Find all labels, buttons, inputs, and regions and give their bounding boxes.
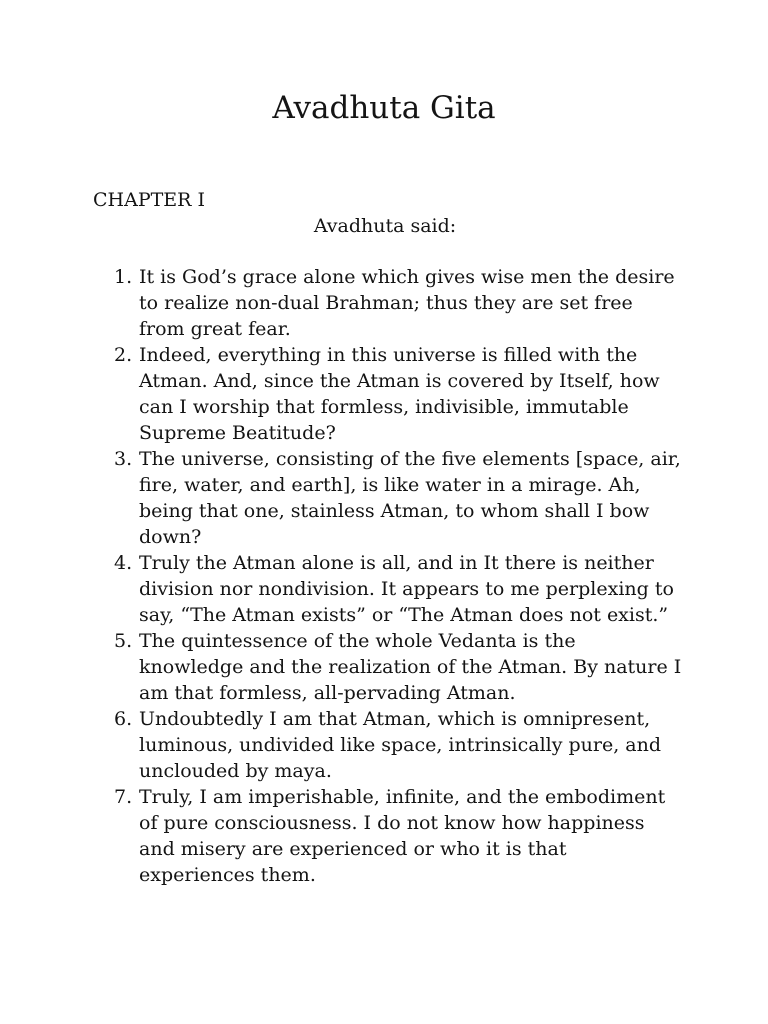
verse-4 <box>114 550 684 628</box>
chapter-heading: CHAPTER I <box>93 189 206 211</box>
verse-5 <box>114 628 684 706</box>
verse-text: It is God’s grace alone which gives wise men the desire to realize non-dual Brahman; thus they are set free from great fear. <box>139 266 675 340</box>
verse-text: Truly, I am imperishable, infinite, and the embodiment of pure consciousness. I do not know how happiness and misery are experienced or who it is that experiences them. <box>139 786 666 886</box>
verse-6 <box>114 706 684 784</box>
verse-3 <box>114 446 684 550</box>
verse-number: 7. <box>114 786 133 808</box>
speaker-line: Avadhuta said: <box>313 215 457 237</box>
verse-number: 1. <box>114 266 133 288</box>
verse-number: 4. <box>114 552 133 574</box>
verse-2 <box>114 342 684 446</box>
verse-text: Indeed, everything in this universe is filled with the Atman. And, since the Atman is covered by Itself, how can I worship that formless, indivisible, immutable Supreme Beatitude? <box>139 344 660 444</box>
verse-number: 2. <box>114 344 133 366</box>
verse-list <box>114 264 684 888</box>
verse-number: 6. <box>114 708 133 730</box>
page-title: Avadhuta Gita <box>272 90 496 126</box>
verse-text: The universe, consisting of the five elements [space, air, fire, water, and earth], is like water in a mirage. Ah, being that one, stainless Atman, to whom shall I bow down? <box>139 448 681 548</box>
verse-text: The quintessence of the whole Vedanta is the knowledge and the realization of the Atman. By nature I am that formless, all-pervading Atman. <box>139 630 682 704</box>
verse-number: 3. <box>114 448 133 470</box>
verse-number: 5. <box>114 630 133 652</box>
verse-7 <box>114 784 684 888</box>
verse-1 <box>114 264 684 342</box>
verse-text: Undoubtedly I am that Atman, which is omnipresent, luminous, undivided like space, intrinsically pure, and unclouded by maya. <box>139 708 662 782</box>
verse-text: Truly the Atman alone is all, and in It there is neither division nor nondivision. It appears to me perplexing to say, “The Atman exists” or “The Atman does not exist.” <box>139 552 674 626</box>
